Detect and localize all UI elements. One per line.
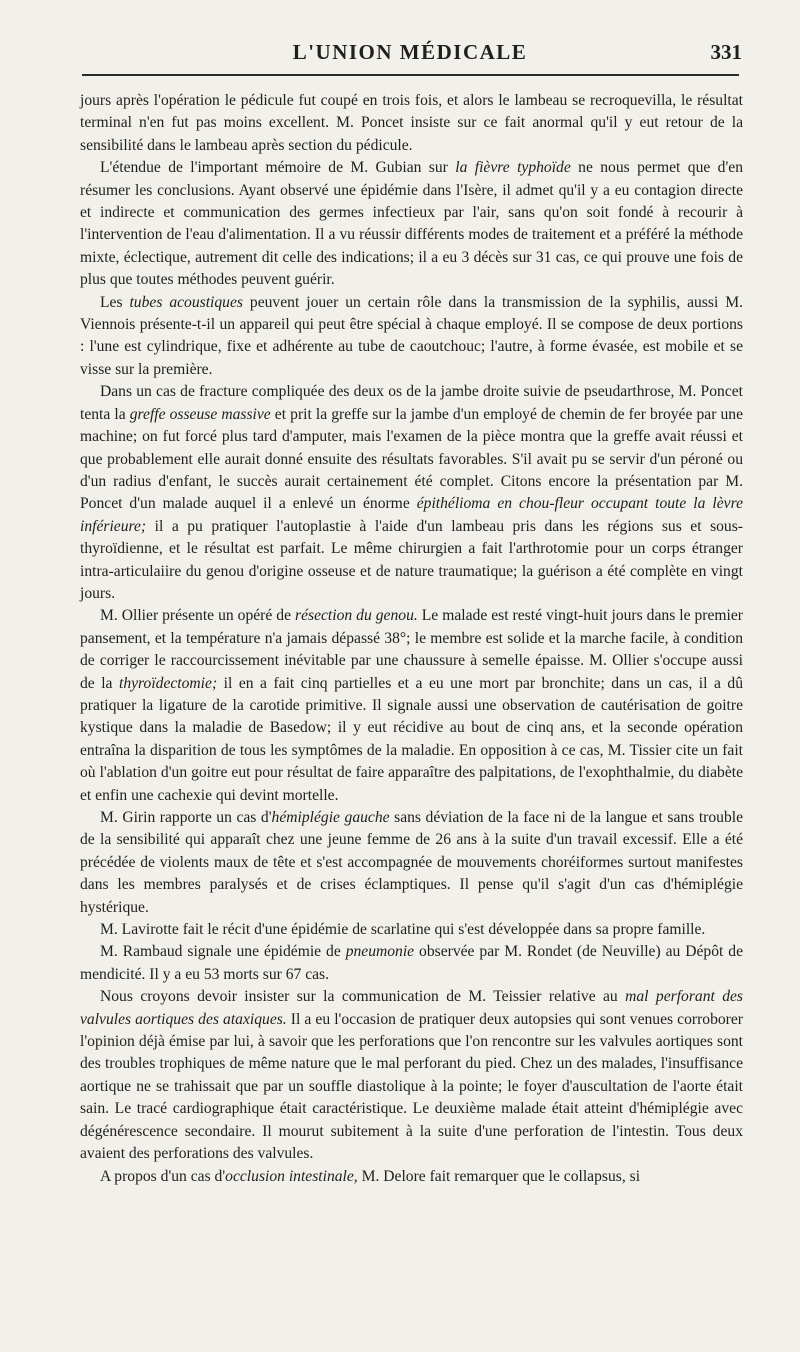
text-run: Le malade est resté vingt-huit jours dans le premier pansement, et la température n'a jamais dépassé 38°; le membre est solide et la marche facile, à condition de corriger le raccourcissement inévitable par une chaussure à semelle épaisse. M. Ollier s'occupe aussi de la <box>80 607 743 692</box>
text-run: M. Ollier présente un opéré de <box>100 607 296 625</box>
paragraph <box>80 90 743 157</box>
italic-term: greffe osseuse massive <box>129 405 271 423</box>
text-run: sans déviation de la face ni de la langue et sans trouble de la sensibilité qui apparaît chez une jeune femme de 26 ans à la suite d'un travail excessif. Elle a été précédée de violents maux de tête et s'est accompagnée de mouvements choréiformes surtout manifestes dans les membres paralysés et de crises éclamptiques. Il pense qu'il s'agit d'un cas d'hémiplégie hystérique. <box>80 809 744 916</box>
italic-term: hémiplégie gauche <box>271 809 390 826</box>
text-run: Il a eu l'occasion de pratiquer deux autopsies qui sont venues corroborer l'opinion déjà émise par lui, à savoir que les perforations que l'on rencontre sur les valvules aortiques sont des troubles trophiques de même nature que le mal perforant du pied. Chez un des malades, l'insuffisance aortique ne se trahissait que par un souffle diastolique à la pointe; le foyer d'auscultation de l'aorte était sain. Le tracé cardiographique était caractéristique. Le deuxième malade était atteint d'hémiplégie avec dégénérescence secondaire. Il mourut subitement à la suite d'une perforation de l'intestin. Tous deux avaient des perforations des valvules. <box>80 1010 743 1163</box>
text-run: M. Rambaud signale une épidémie de <box>100 943 346 961</box>
italic-term: épithélioma en chou-fleur occupant toute la lèvre inférieure; <box>80 495 743 535</box>
paragraph <box>80 292 743 382</box>
italic-term: résection du genou. <box>295 607 418 625</box>
italic-term: pneumonie <box>345 943 415 961</box>
text-run: L'étendue de l'important mémoire de M. Gubian sur <box>100 159 456 177</box>
text-run: Dans un cas de fracture compliquée des deux os de la jambe droite suivie de pseudarthrose, M. Poncet tenta la <box>80 383 743 423</box>
paragraph <box>80 807 743 919</box>
paragraph <box>80 1166 743 1188</box>
italic-term: thyroïdectomie; <box>118 674 218 692</box>
paragraph <box>80 986 743 1165</box>
paragraph <box>80 157 743 291</box>
text-run: ne nous permet que d'en résumer les conclusions. Ayant observé une épidémie dans l'Isère, il admet qu'il y a eu contagion directe et indirecte et communication des germes infectieux par l'air, sans qu'on soit fondé à recourir à l'intervention de l'eau d'alimentation. Il a vu réussir différents modes de traitement et a préféré la méthode mixte, éclectique, autrement dit celle des indications; il a eu 3 décès sur 31 cas, ce qui prouve une fois de plus que toutes méthodes peuvent guérir. <box>80 159 743 289</box>
italic-term: la fièvre typhoïde <box>455 159 571 177</box>
paragraph <box>80 941 743 986</box>
italic-term: tubes acoustiques <box>129 293 243 311</box>
paragraph <box>80 381 743 605</box>
text-run: observée par M. Rondet (de Neuville) au Dépôt de mendicité. Il y a eu 53 morts sur 67 cas. <box>80 943 743 983</box>
paragraph <box>80 605 743 807</box>
italic-term: mal perforant des valvules aortiques des ataxiques. <box>80 988 743 1028</box>
paragraph <box>80 919 743 941</box>
text-run: il a pu pratiquer l'autoplastie à l'aide d'un lambeau pris dans les régions sus et sous-thyroïdienne, et le résultat est parfait. Le même chirurgien a fait l'arthrotomie pour un corps étranger intra-articulaiire du genou d'origine osseuse et de nature traumatique; la guérison a été complète en vingt jours. <box>80 517 743 602</box>
header-rule <box>82 74 739 76</box>
journal-title: L'UNION MÉDICALE <box>292 40 528 64</box>
article-body <box>80 90 743 1188</box>
text-run: M. Delore fait remarquer que le collapsus, si <box>357 1167 641 1185</box>
text-run: et prit la greffe sur la jambe d'un employé de chemin de fer broyée par une machine; on fut forcé plus tard d'amputer, mais l'examen de la pièce montra que la greffe avait réussi et que probablement elle aurait donné ensuite des résultats favorables. S'il avait pu se servir d'un péroné ou d'un radius d'enfant, le succès aurait certainement été complet. Citons encore la présentation par M. Poncet d'un malade auquel il a enlevé un énorme <box>80 405 743 513</box>
text-run: Les <box>100 293 130 311</box>
text-run: jours après l'opération le pédicule fut coupé en trois fois, et alors le lambeau se recroquevilla, le résultat terminal n'en fut pas moins excellent. M. Poncet insiste sur ce fait anormal qu'il y eut retour de la sensibilité dans le lambeau après section du pédicule. <box>80 92 743 154</box>
page-number: 331 <box>710 40 742 64</box>
text-run: il en a fait cinq partielles et a eu une mort par bronchite; dans un cas, il a dû pratiquer la ligature de la carotide primitive. Il signale aussi une observation de cautérisation de goitre kystique dans la maladie de Basedow; il y eut récidive au bout de cinq ans, et la seconde opération entraîna la disparition de tous les symptômes de la maladie. En opposition à ce cas, M. Tissier cite un fait où l'ablation d'un goitre eut pour résultat de faire apparaître des palpitations, de l'exophthalmie, du diabète et enfin une cachexie qui devint mortelle. <box>80 674 743 804</box>
text-run: M. Lavirotte fait le récit d'une épidémie de scarlatine qui s'est développée dans sa propre famille. <box>100 921 706 939</box>
text-run: A propos d'un cas d' <box>100 1167 226 1185</box>
running-header <box>78 40 742 74</box>
italic-term: occlusion intestinale, <box>225 1167 358 1185</box>
text-run: Nous croyons devoir insister sur la communication de M. Teissier relative au <box>100 988 626 1006</box>
text-run: peuvent jouer un certain rôle dans la transmission de la syphilis, aussi M. Viennois présente-t-il un appareil qui peut être spécial à chaque employé. Il se compose de deux portions : l'une est cylindrique, fixe et adhérente au tube de caoutchouc; l'autre, à forme évasée, est mobile et se visse sur la première. <box>80 293 743 378</box>
text-run: M. Girin rapporte un cas d' <box>100 809 272 826</box>
